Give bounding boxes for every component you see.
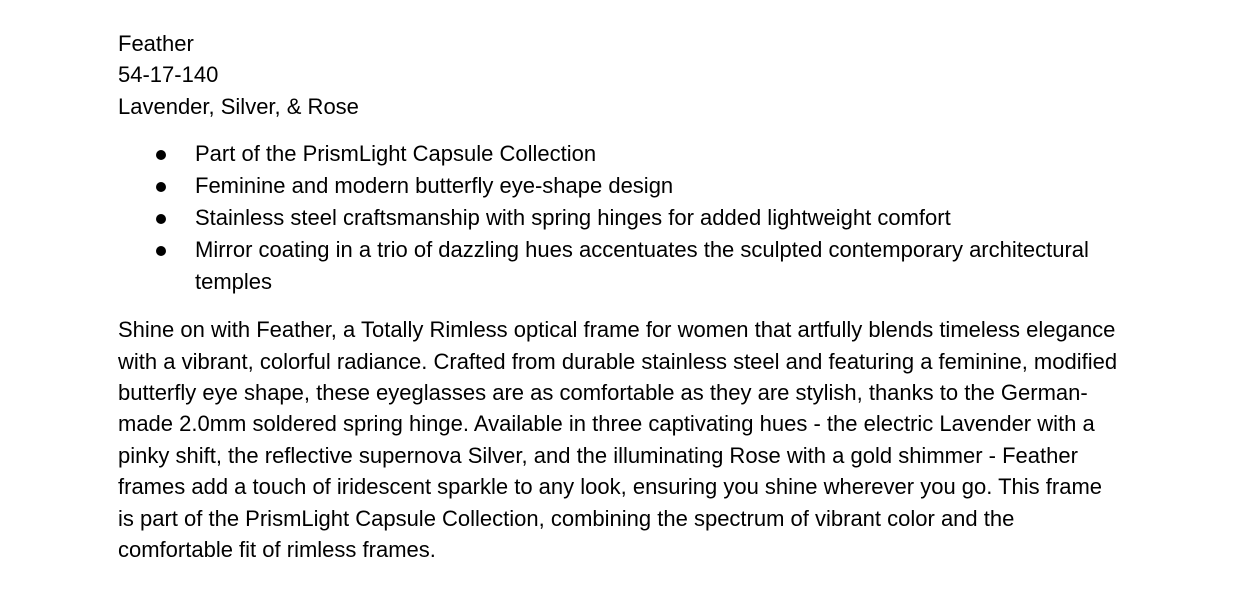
- feature-item: [118, 234, 1118, 298]
- feature-list: [118, 138, 1118, 298]
- bullet-dot-icon: [156, 182, 166, 192]
- bullet-dot-icon: [156, 214, 166, 224]
- feature-text: Part of the PrismLight Capsule Collection: [195, 141, 597, 167]
- product-description: Shine on with Feather, a Totally Rimless optical frame for women that artfully blends timeless elegance with a vibrant, colorful radiance. Crafted from durable stainless steel and featuring a feminine, modified butterfly eye shape, these eyeglasses are as comfortable as they are stylish, thanks to the German-made 2.0mm soldered spring hinge. Available in three captivating hues - the electric Lavender with a pinky shift, the reflective supernova Silver, and the illuminating Rose with a gold shimmer - Feather frames add a touch of iridescent sparkle to any look, ensuring you shine wherever you go. This frame is part of the PrismLight Capsule Collection, combining the spectrum of vibrant color and the comfortable fit of rimless frames.: [118, 317, 1118, 563]
- bullet-dot-icon: [156, 150, 166, 160]
- product-colors: Lavender, Silver, & Rose: [118, 93, 359, 119]
- product-name: Feather: [118, 31, 194, 56]
- document-body: [118, 28, 1118, 565]
- product-size: 54-17-140: [118, 62, 219, 88]
- bullet-dot-icon: [156, 246, 166, 256]
- feature-text: Stainless steel craftsmanship with spring hinges for added lightweight comfort: [195, 205, 951, 231]
- feature-item: [118, 138, 1118, 170]
- feature-text: Feminine and modern butterfly eye-shape design: [195, 173, 674, 199]
- feature-text: Mirror coating in a trio of dazzling hues accentuates the sculpted contemporary architectural temples: [195, 237, 1089, 295]
- feature-item: [118, 170, 1118, 202]
- feature-item: [118, 202, 1118, 234]
